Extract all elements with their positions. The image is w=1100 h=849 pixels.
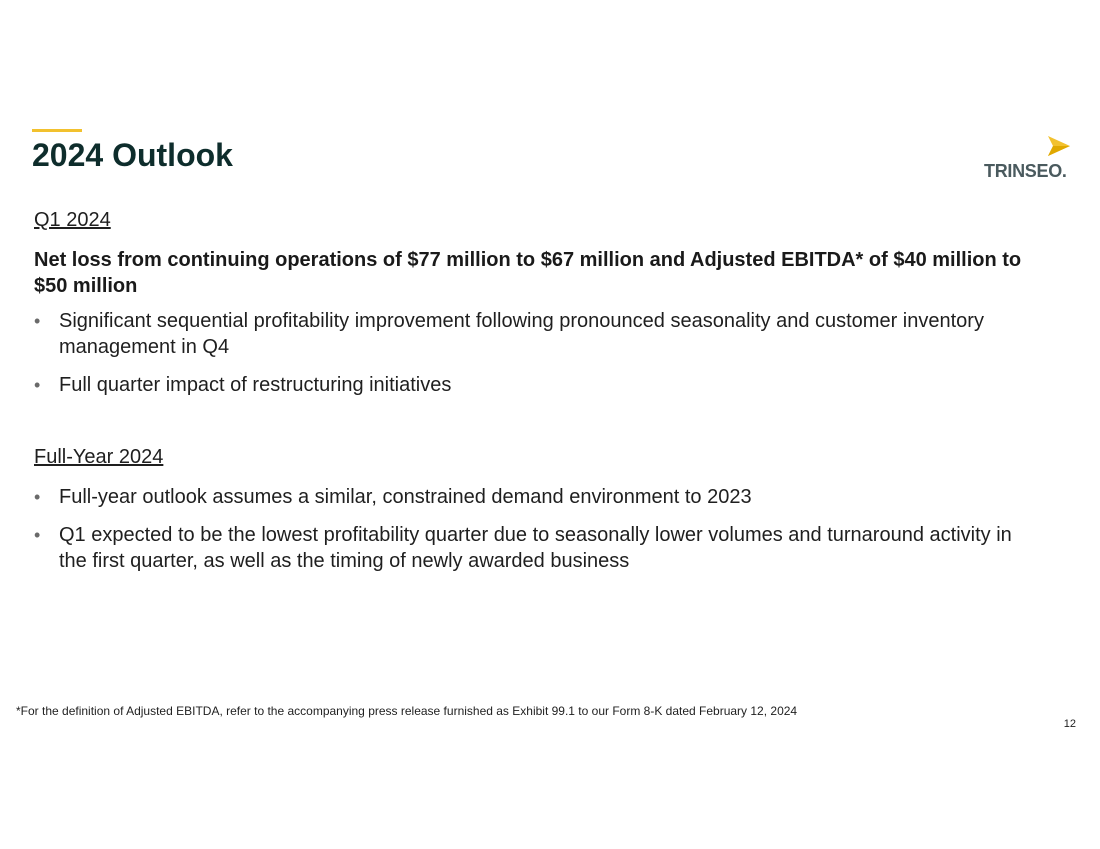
footnote: *For the definition of Adjusted EBITDA, refer to the accompanying press release furnished as Exhibit 99.1 to our Form 8-K dated February 12, 2024 [16,704,798,718]
bullet-text: Significant sequential profitability improvement following pronounced seasonality and customer inventory management in Q4 [59,310,984,358]
q1-heading: Q1 2024 [34,209,111,231]
full-year-heading: Full-Year 2024 [34,446,164,468]
bullet-text: Full-year outlook assumes a similar, constrained demand environment to 2023 [59,486,752,508]
page-number: 12 [1063,718,1076,730]
bullet-text: Full quarter impact of restructuring initiatives [59,374,452,396]
bullet-text: Q1 expected to be the lowest profitability quarter due to seasonally lower volumes and turnaround activity in the first quarter, as well as the timing of newly awarded business [59,524,1012,572]
list-item [34,372,1044,398]
q1-bullet-list [34,308,1044,398]
list-item [34,522,1044,574]
slide-title: 2024 Outlook [32,137,233,173]
q1-guidance-statement: Net loss from continuing operations of $77 million to $67 million and Adjusted EBITDA* of $40 million to $50 million [34,249,1022,297]
company-logo [984,136,1076,182]
list-item [34,484,1044,510]
slide-body [34,207,1044,586]
bullet-icon: • [34,487,41,507]
full-year-bullet-list [34,484,1044,574]
trinseo-arrow-icon [1048,136,1070,156]
bullet-icon: • [34,525,41,545]
bullet-icon: • [34,375,41,395]
bullet-icon: • [34,311,41,331]
logo-wordmark: TRINSEO. [984,161,1067,181]
list-item [34,308,1044,360]
title-accent-bar [32,129,82,132]
